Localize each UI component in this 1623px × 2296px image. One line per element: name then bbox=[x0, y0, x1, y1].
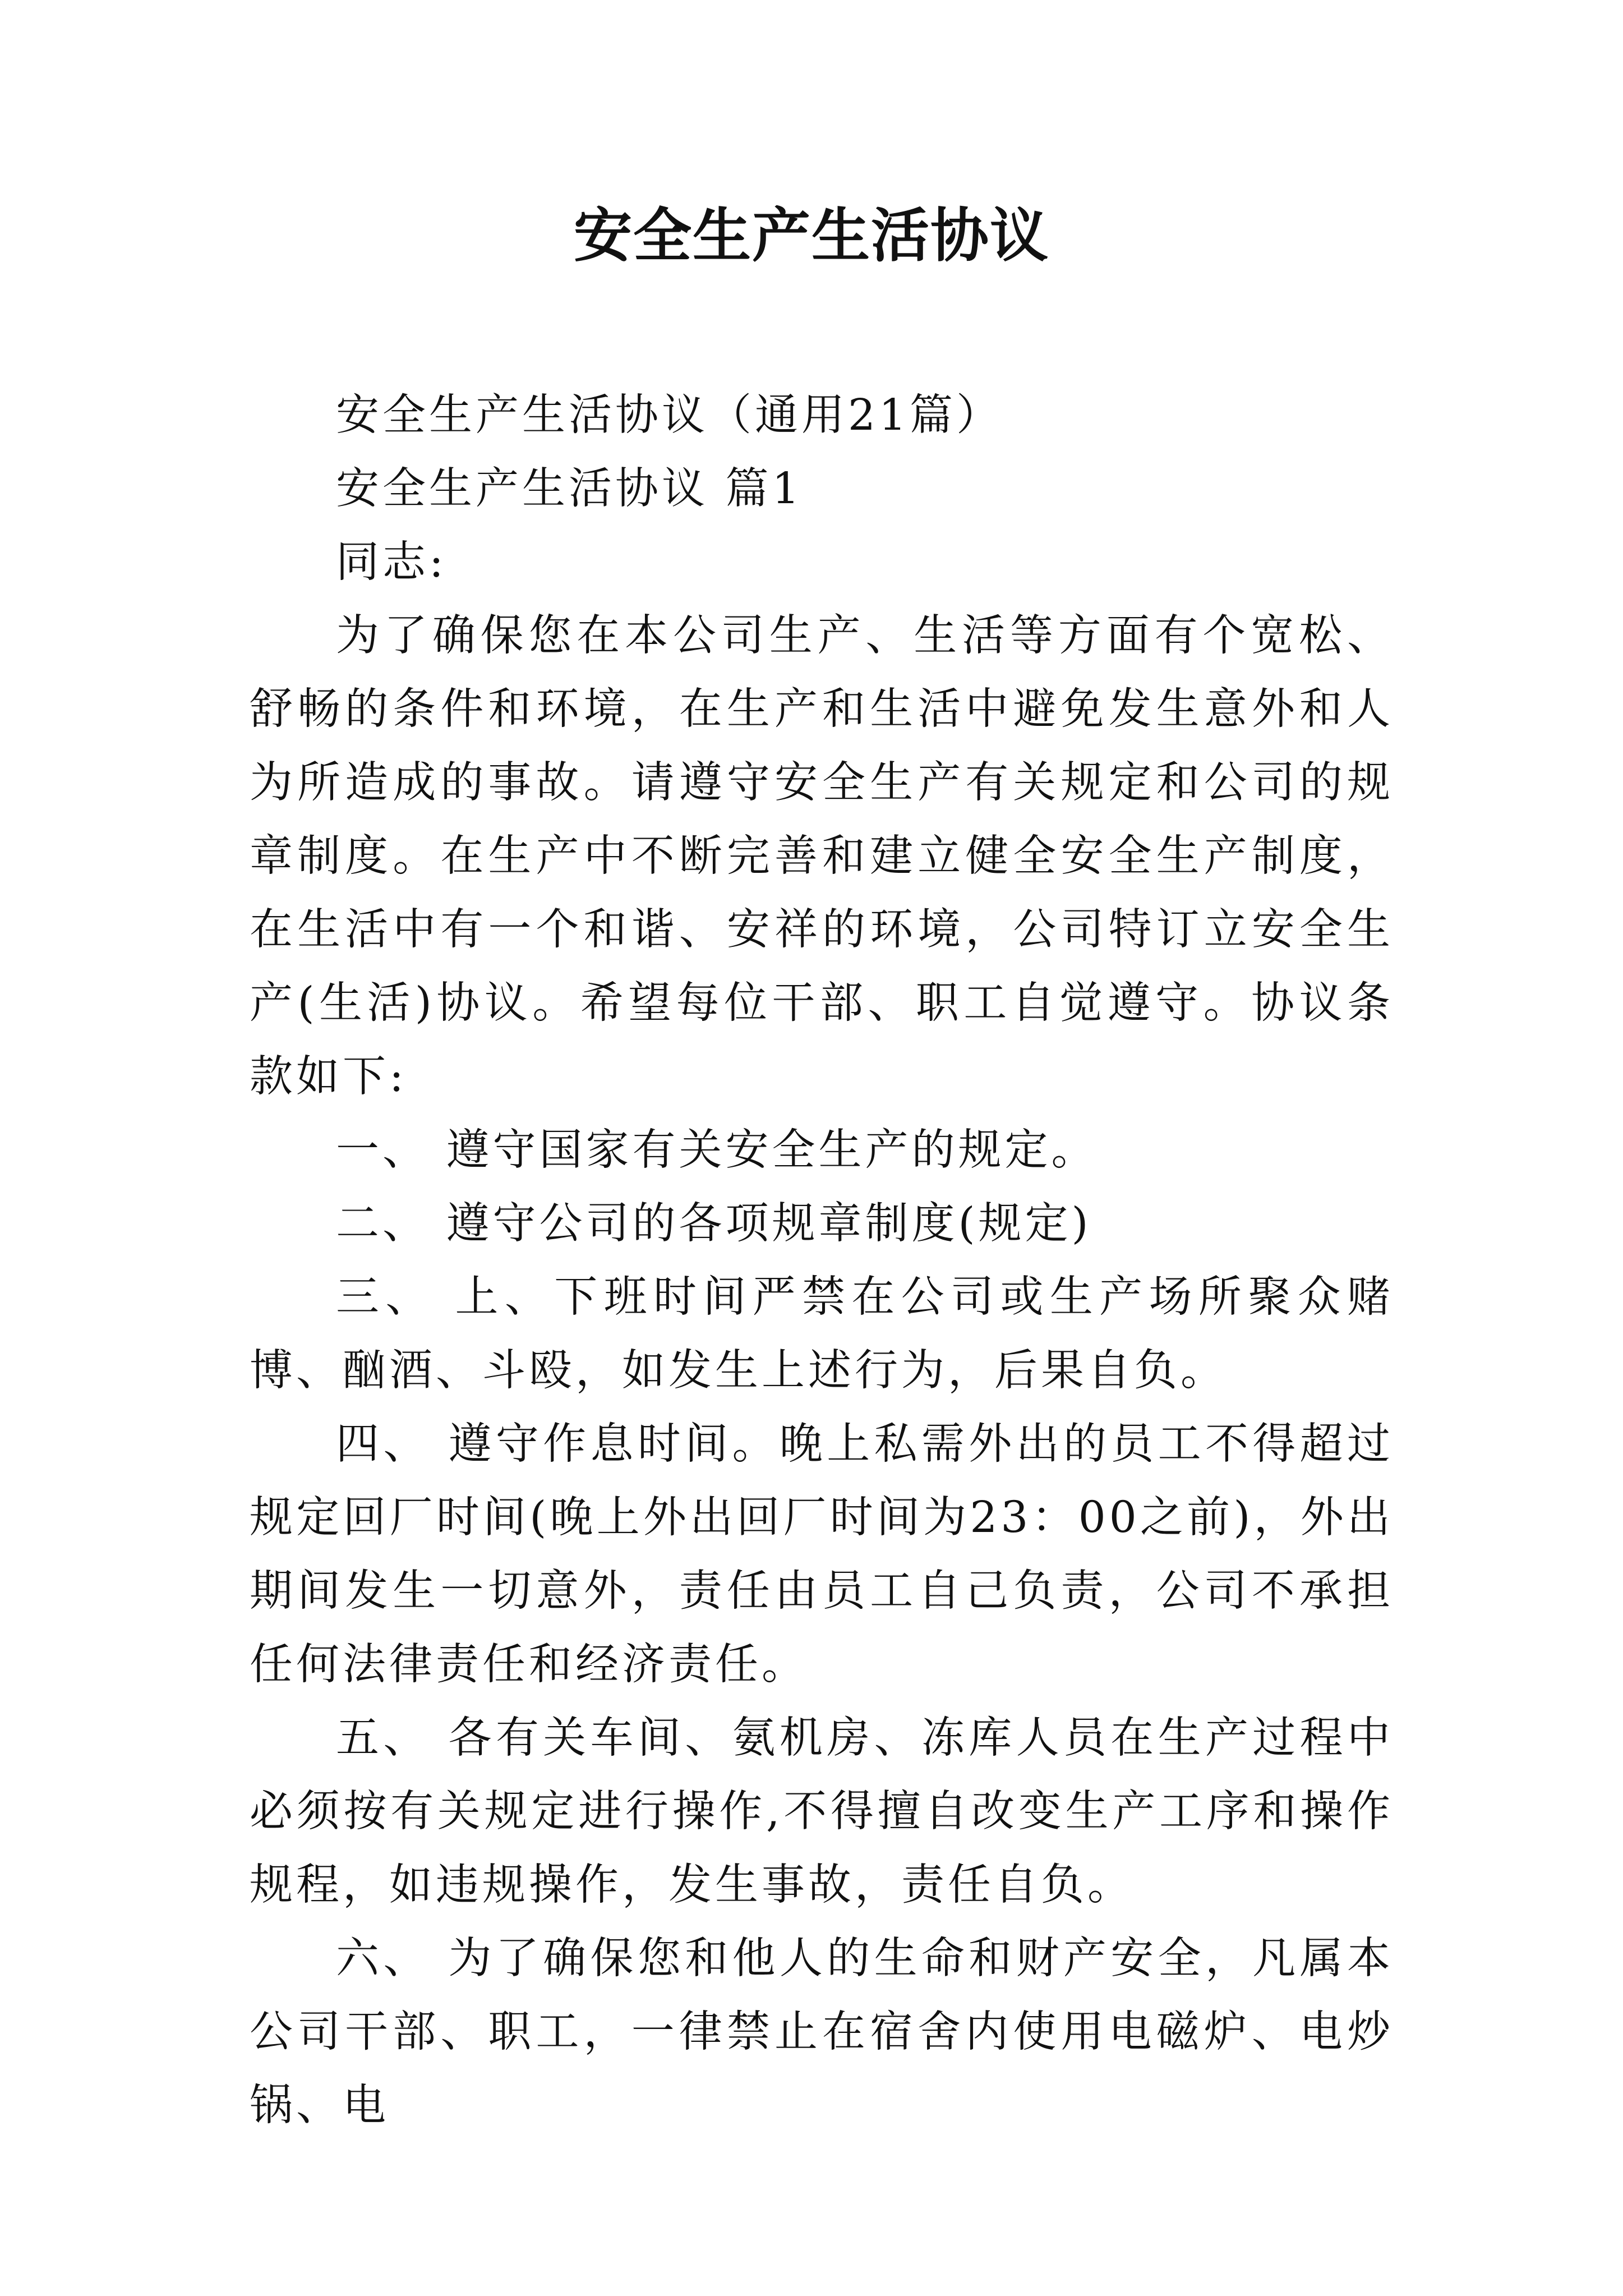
document-title: 安全生产生活协议 bbox=[573, 201, 1049, 270]
document-body bbox=[250, 379, 1394, 2142]
clause-3: 三、 上、下班时间严禁在公司或生产场所聚众赌博、酗酒、斗殴，如发生上述行为，后果自负。 bbox=[250, 1272, 1394, 1396]
clause-2: 二、 遵守公司的各项规章制度(规定) bbox=[336, 1199, 1092, 1249]
salutation: 同志: bbox=[336, 537, 447, 587]
clause-4: 四、 遵守作息时间。晚上私需外出的员工不得超过规定回厂时间(晚上外出回厂时间为23：00之前)，外出期间发生一切意外，责任由员工自己负责，公司不承担任何法律责任和经济责任。 bbox=[250, 1419, 1394, 1690]
clause-1: 一、 遵守国家有关安全生产的规定。 bbox=[336, 1125, 1098, 1175]
section-heading: 安全生产生活协议 篇1 bbox=[336, 464, 803, 514]
intro-paragraph: 为了确保您在本公司生产、生活等方面有个宽松、舒畅的条件和环境，在生产和生活中避免发生意外和人为所造成的事故。请遵守安全生产有关规定和公司的规章制度。在生产中不断完善和建立健全安全生产制度，在生活中有一个和谐、安祥的环境，公司特订立安全生产(生活)协议。希望每位干部、职工自觉遵守。协议条款如下: bbox=[250, 611, 1394, 1102]
subtitle-paragraph: 安全生产生活协议（通用21篇） bbox=[336, 390, 1003, 440]
clause-6: 六、 为了确保您和他人的生命和财产安全，凡属本公司干部、职工，一律禁止在宿舍内使用电磁炉、电炒锅、电 bbox=[250, 1934, 1394, 2131]
clause-5: 五、 各有关车间、氨机房、冻库人员在生产过程中必须按有关规定进行操作,不得擅自改变生产工序和操作规程，如违规操作，发生事故，责任自负。 bbox=[250, 1713, 1394, 1910]
